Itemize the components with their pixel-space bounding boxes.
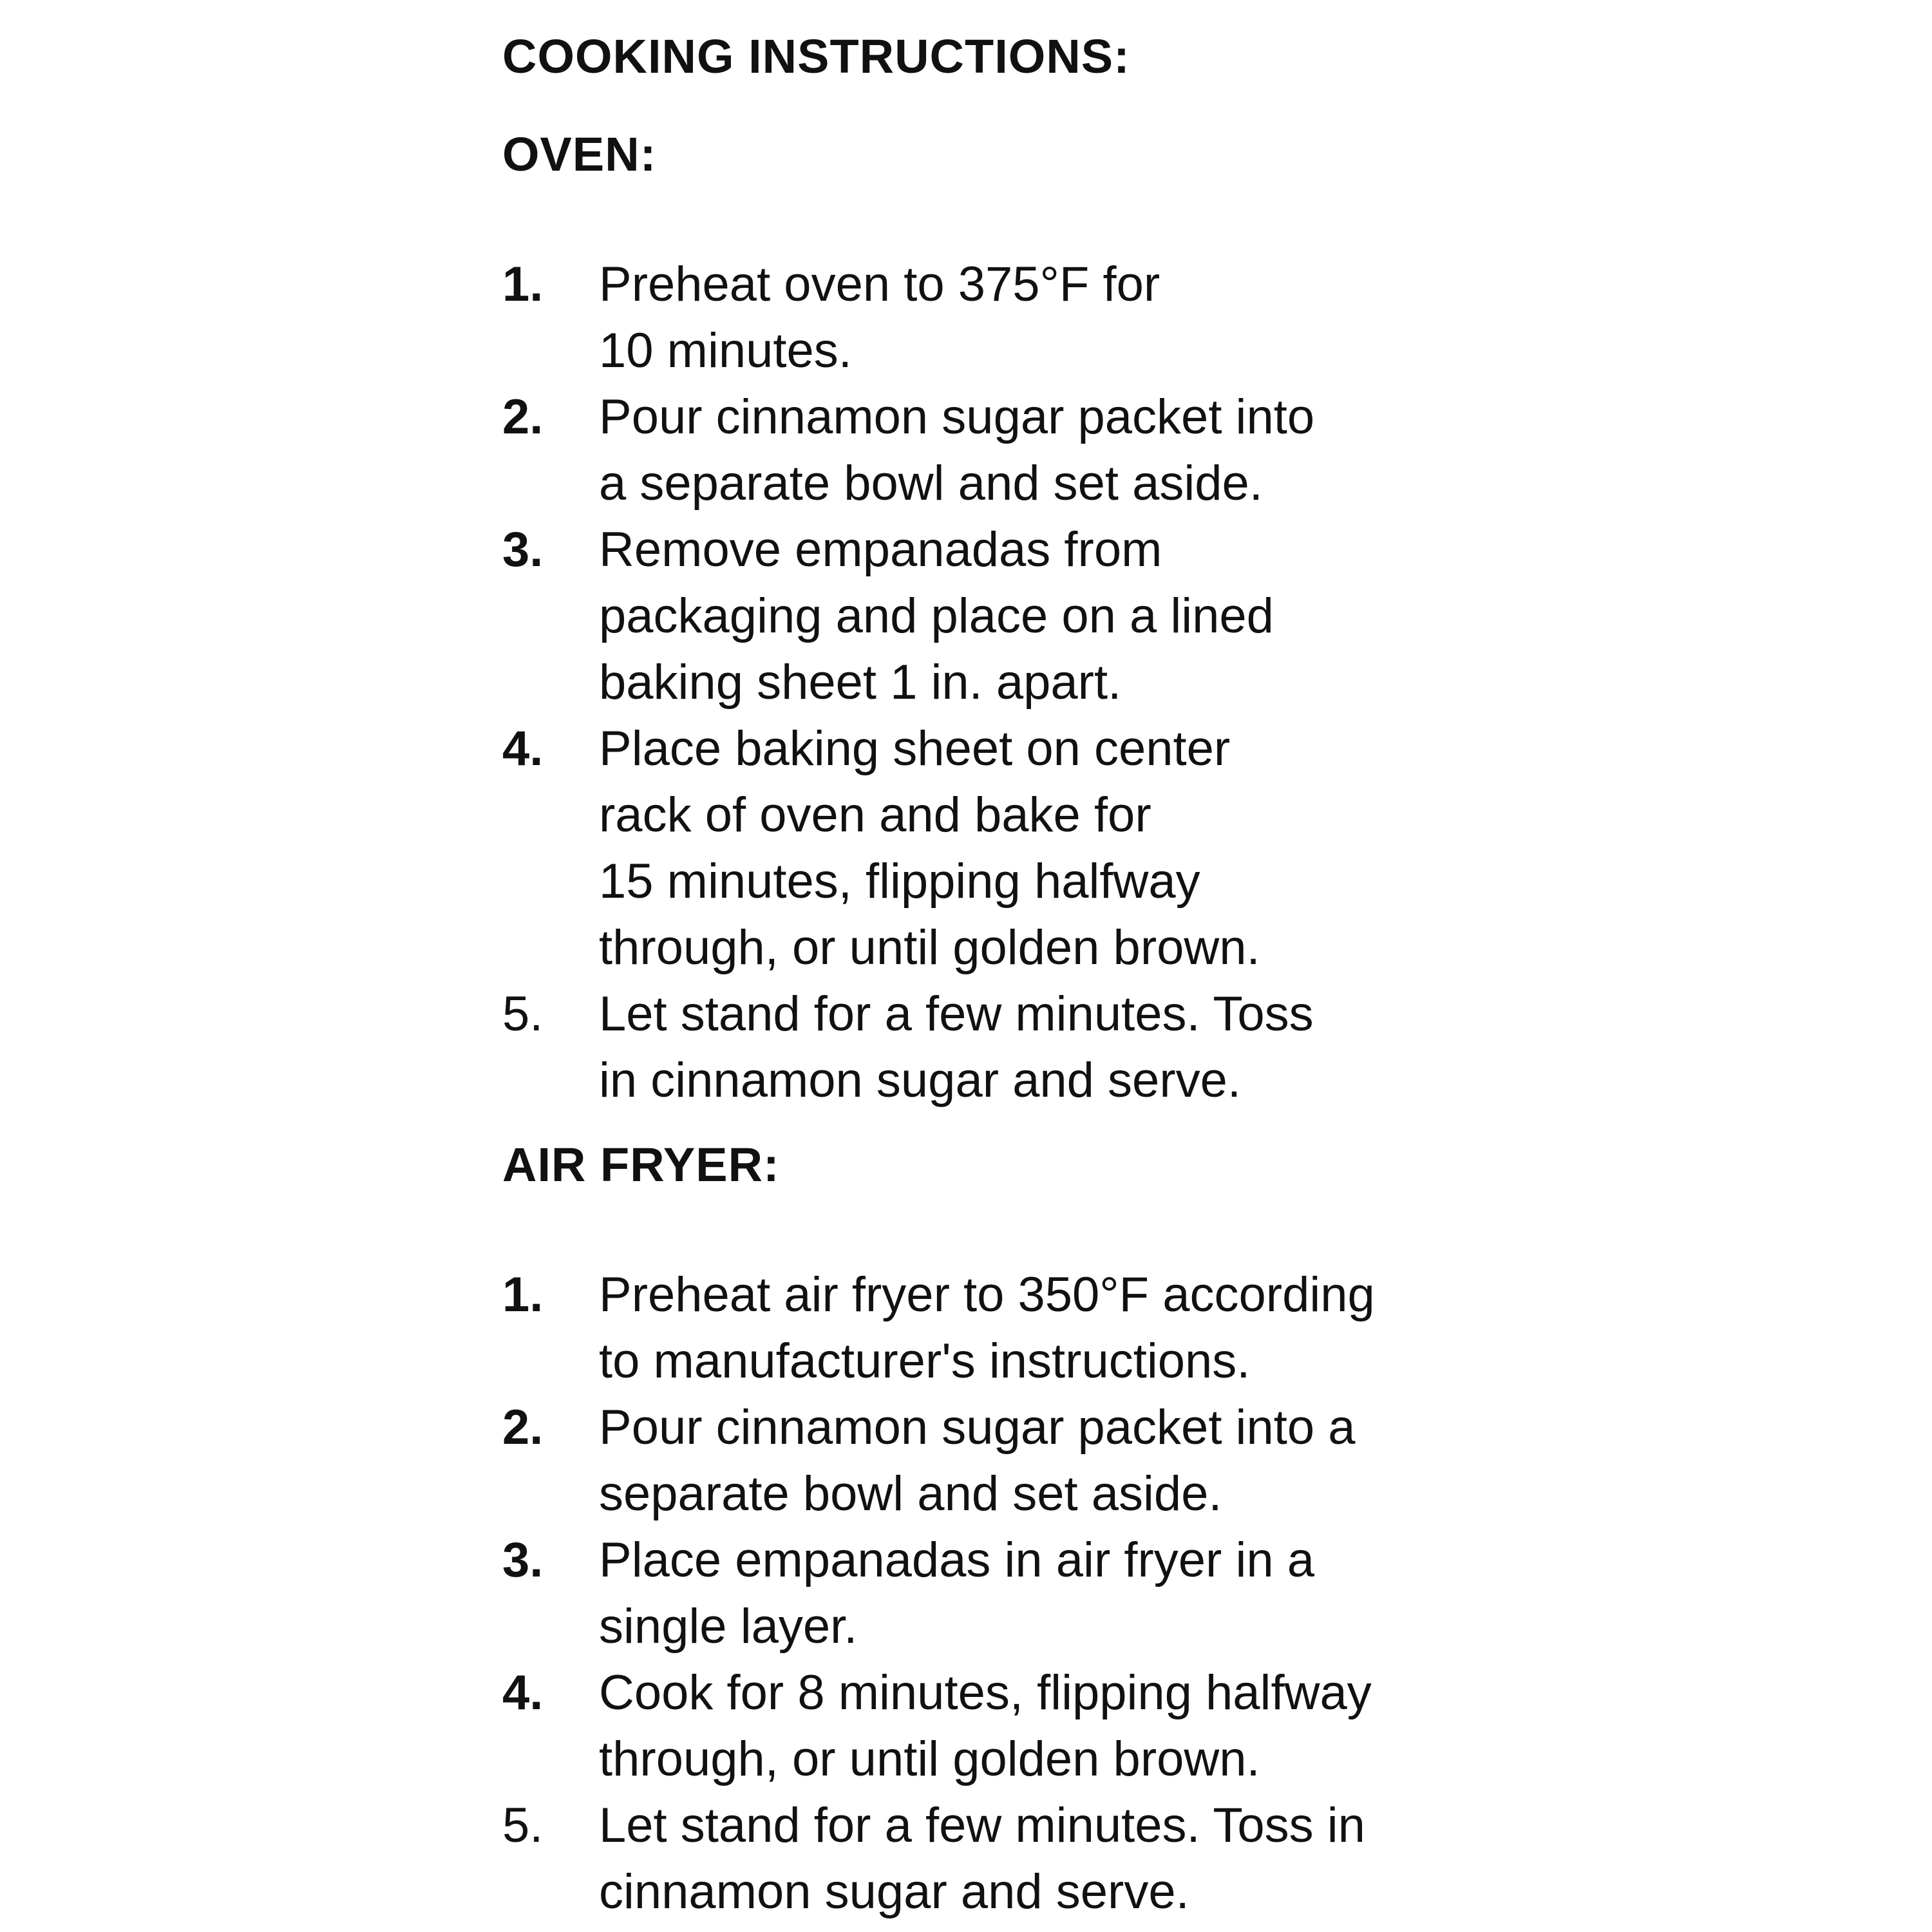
oven-step-3	[502, 516, 1494, 715]
step-number: 3.	[502, 522, 544, 577]
step-number: 2.	[502, 390, 544, 444]
oven-step-4	[502, 715, 1494, 981]
air-fryer-step-5	[502, 1792, 1494, 1925]
step-text: Remove empanadas from packaging and place on a lined baking sheet 1 in. apart.	[599, 522, 1274, 710]
step-number: 4.	[502, 721, 544, 776]
step-number: 1.	[502, 257, 544, 312]
oven-steps	[502, 251, 1494, 1113]
oven-step-5	[502, 981, 1494, 1113]
step-number: 1.	[502, 1267, 544, 1322]
step-number: 3.	[502, 1533, 544, 1587]
step-number: 5.	[502, 1798, 544, 1853]
air-fryer-heading: AIR FRYER:	[502, 1138, 780, 1191]
air-fryer-step-3	[502, 1527, 1494, 1660]
step-text: Cook for 8 minutes, flipping halfway through, or until golden brown.	[599, 1665, 1372, 1786]
step-number: 4.	[502, 1665, 544, 1720]
step-text: Preheat oven to 375°F for 10 minutes.	[599, 257, 1160, 378]
step-number: 5.	[502, 987, 544, 1041]
step-text: Place empanadas in air fryer in a single layer.	[599, 1533, 1315, 1654]
step-text: Place baking sheet on center rack of oven and bake for 15 minutes, flipping halfway through, or until golden brown.	[599, 721, 1260, 975]
cooking-instructions	[502, 24, 1494, 1925]
step-text: Preheat air fryer to 350°F according to manufacturer's instructions.	[599, 1267, 1375, 1388]
air-fryer-step-2	[502, 1394, 1494, 1527]
step-number: 2.	[502, 1400, 544, 1455]
step-text: Let stand for a few minutes. Toss in cinnamon sugar and serve.	[599, 987, 1314, 1108]
oven-step-2	[502, 384, 1494, 516]
oven-heading: OVEN:	[502, 128, 657, 181]
page-title: COOKING INSTRUCTIONS:	[502, 30, 1130, 83]
step-text: Pour cinnamon sugar packet into a separate bowl and set aside.	[599, 1400, 1356, 1521]
step-text: Let stand for a few minutes. Toss in cinnamon sugar and serve.	[599, 1798, 1365, 1919]
step-text: Pour cinnamon sugar packet into a separate bowl and set aside.	[599, 390, 1315, 511]
air-fryer-step-4	[502, 1660, 1494, 1792]
oven-step-1	[502, 251, 1494, 384]
air-fryer-steps	[502, 1262, 1494, 1925]
air-fryer-step-1	[502, 1262, 1494, 1394]
